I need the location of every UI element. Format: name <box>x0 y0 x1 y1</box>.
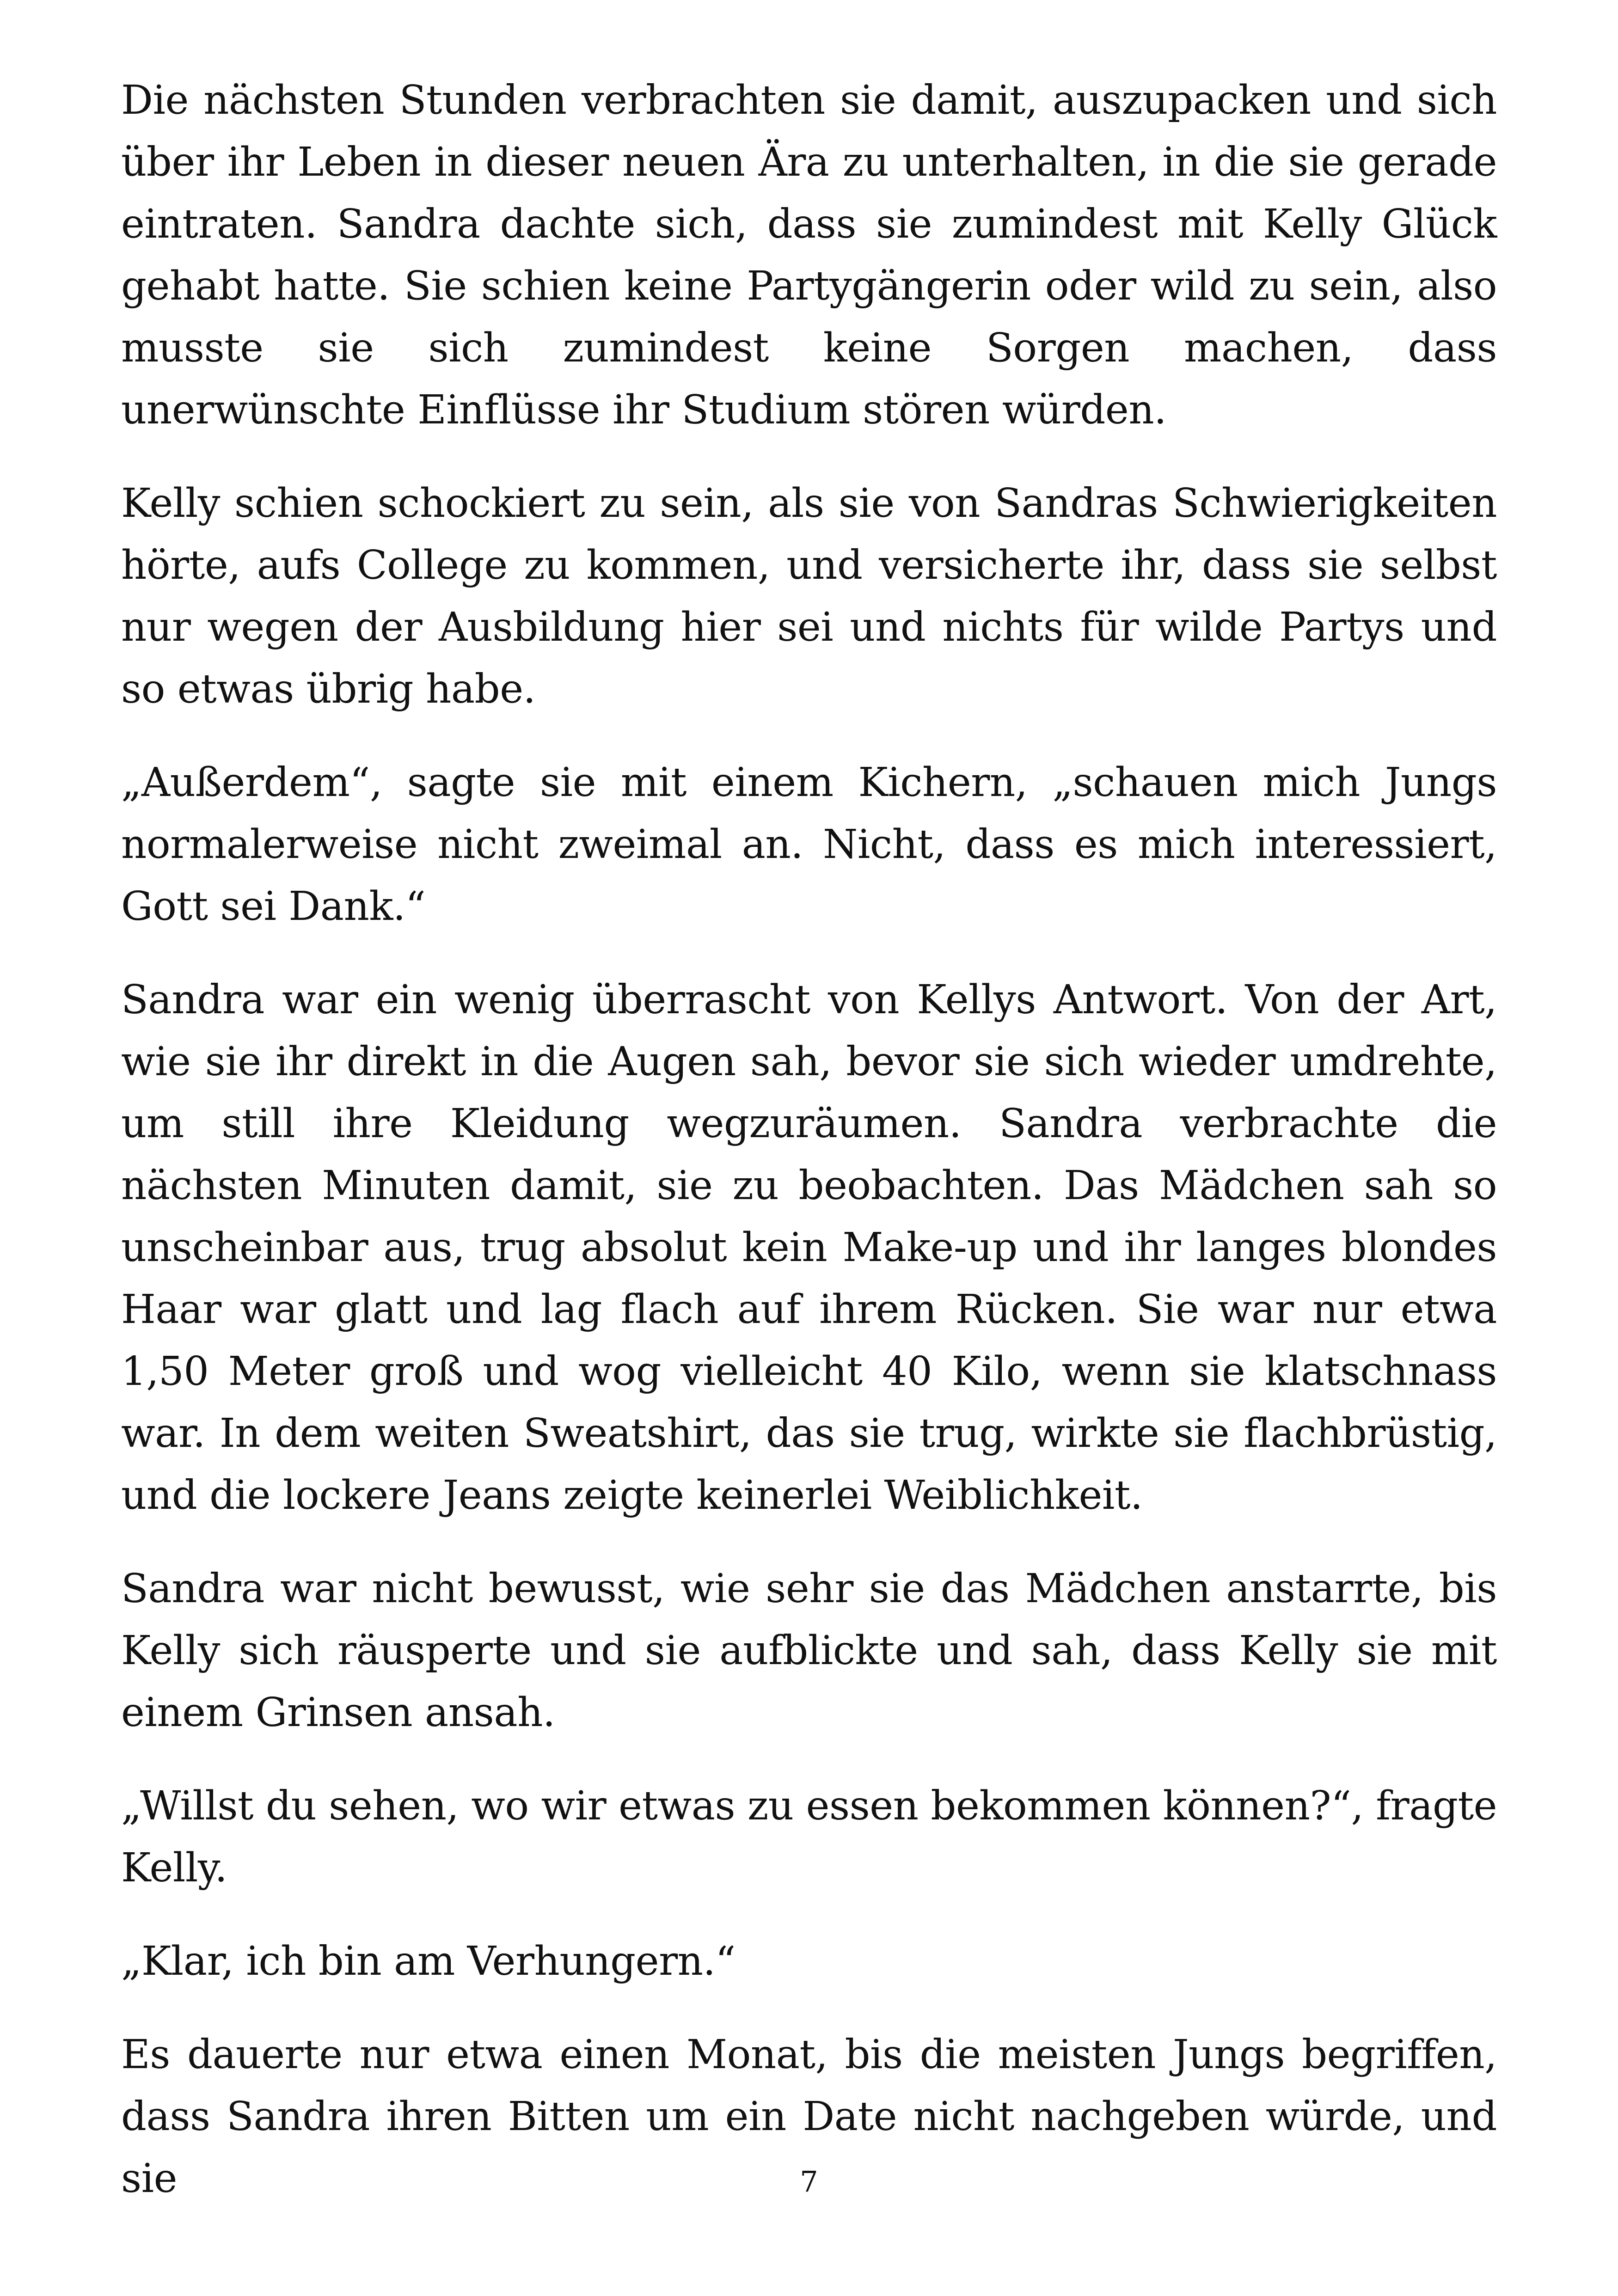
page-body <box>121 69 1497 2210</box>
paragraph-1: Die nächsten Stunden verbrachten sie damit, auszupacken und sich über ihr Leben in dieser neuen Ära zu unterhalten, in die sie gerade eintraten. Sandra dachte sich, dass sie zumindest mit Kelly Glück gehabt hatte. Sie schien keine Partygängerin oder wild zu sein, also musste sie sich zumindest keine Sorgen machen, dass unerwünschte Einflüsse ihr Studium stören würden. <box>121 77 1497 433</box>
paragraph-2: Kelly schien schockiert zu sein, als sie von Sandras Schwierigkeiten hörte, aufs College zu kommen, und versicherte ihr, dass sie selbst nur wegen der Ausbildung hier sei und nichts für wilde Partys und so etwas übrig habe. <box>121 480 1497 712</box>
paragraph-6: „Willst du sehen, wo wir etwas zu essen bekommen können?“, fragte Kelly. <box>121 1783 1497 1891</box>
paragraph-3: „Außerdem“, sagte sie mit einem Kichern, „schauen mich Jungs normalerweise nicht zweimal an. Nicht, dass es mich interessiert, Gott sei Dank.“ <box>121 759 1497 930</box>
paragraph-7: „Klar, ich bin am Verhungern.“ <box>121 1938 735 1984</box>
paragraph-5: Sandra war nicht bewusst, wie sehr sie das Mädchen anstarrte, bis Kelly sich räusperte und sie aufblickte und sah, dass Kelly sie mit einem Grinsen ansah. <box>121 1566 1497 1736</box>
paragraph-8: Es dauerte nur etwa einen Monat, bis die meisten Jungs begriffen, dass Sandra ihren Bitten um ein Date nicht nachgeben würde, und sie <box>121 2032 1497 2202</box>
paragraph-4: Sandra war ein wenig überrascht von Kellys Antwort. Von der Art, wie sie ihr direkt in die Augen sah, bevor sie sich wieder umdrehte, um still ihre Kleidung wegzuräumen. Sandra verbrachte die nächsten Minuten damit, sie zu beobachten. Das Mädchen sah so unscheinbar aus, trug absolut kein Make-up und ihr langes blondes Haar war glatt und lag flach auf ihrem Rücken. Sie war nur etwa 1,50 Meter groß und wog vielleicht 40 Kilo, wenn sie klatschnass war. In dem weiten Sweatshirt, das sie trug, wirkte sie flachbrüstig, und die lockere Jeans zeigte keinerlei Weiblichkeit. <box>121 977 1497 1518</box>
page-number: 7 <box>800 2165 818 2198</box>
